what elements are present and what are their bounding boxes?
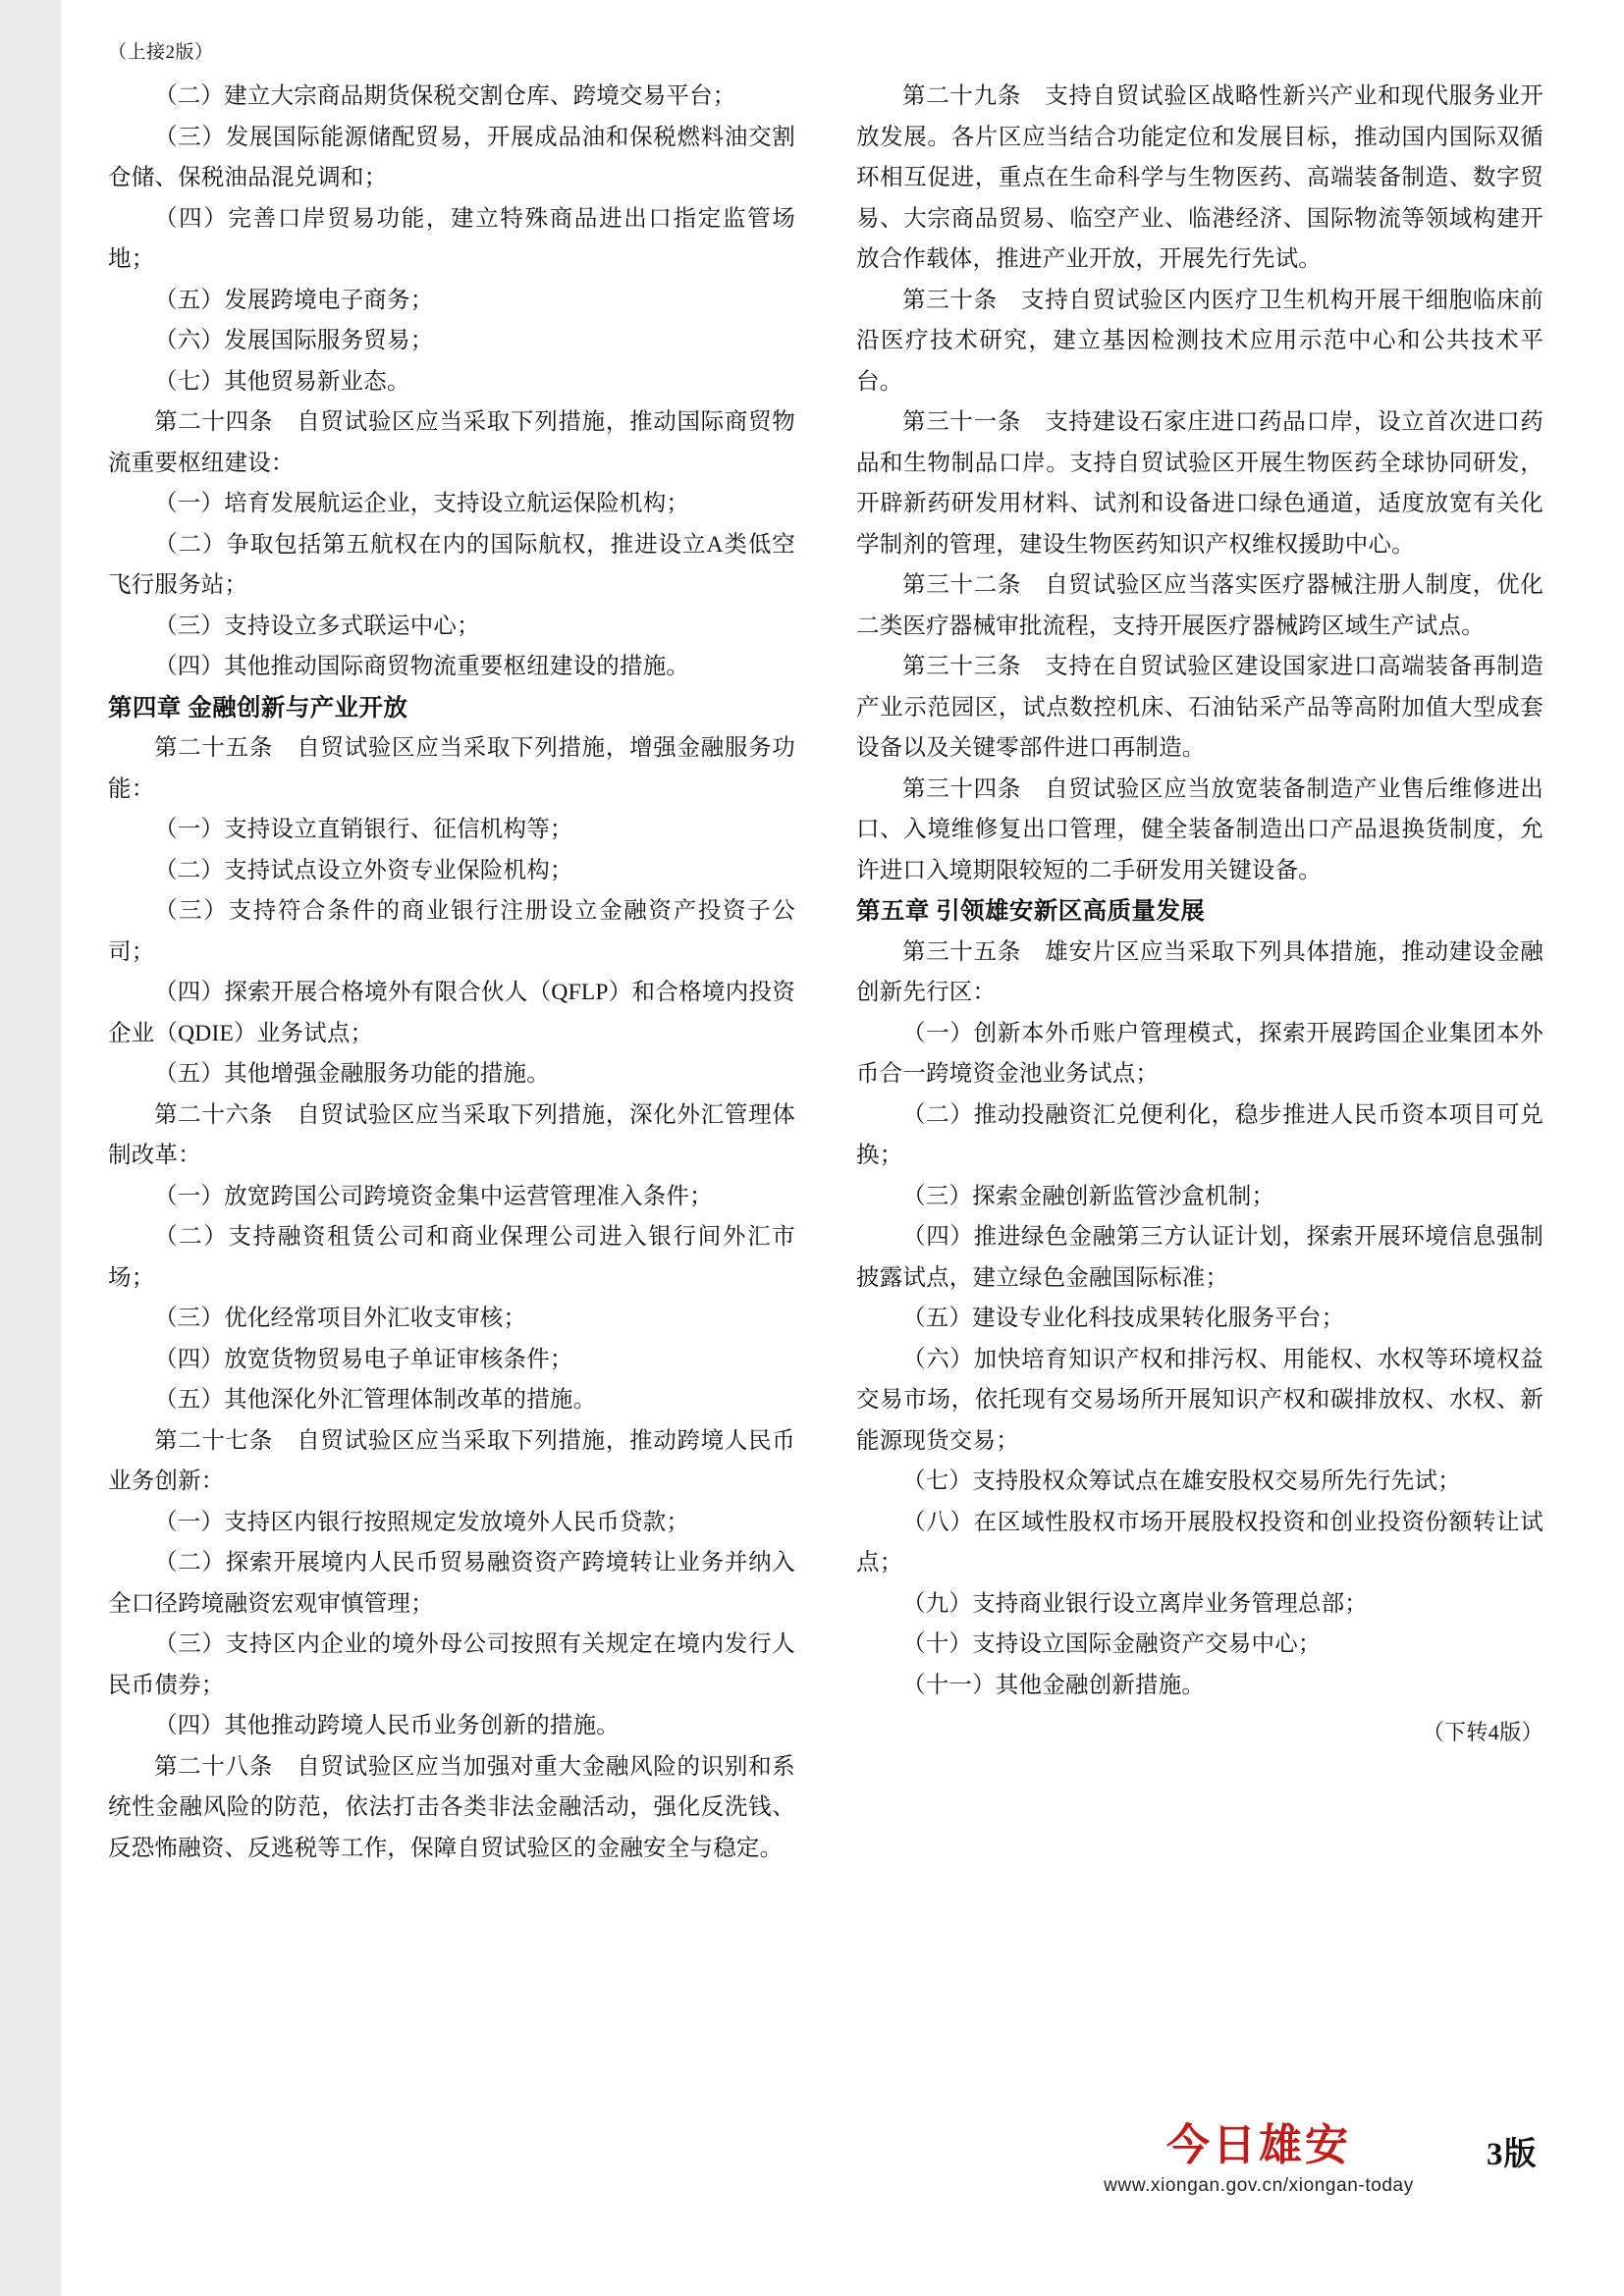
paragraph: （二）建立大宗商品期货保税交割仓库、跨境交易平台； xyxy=(154,83,736,109)
paragraph: （三）发展国际能源储配贸易，开展成品油和保税燃料油交割仓储、保税油品混兑调和； xyxy=(108,124,795,190)
paragraph: 第二十四条 自贸试验区应当采取下列措施，推动国际商贸物流重要枢纽建设： xyxy=(108,409,795,476)
paragraph: （一）支持设立直销银行、征信机构等； xyxy=(154,817,573,842)
paragraph: （四）其他推动跨境人民币业务创新的措施。 xyxy=(154,1713,620,1738)
paragraph: 第三十五条 雄安片区应当采取下列具体措施，推动建设金融创新先行区： xyxy=(856,938,1543,1005)
paragraph: （二）推动投融资汇兑便利化，稳步推进人民币资本项目可兑换； xyxy=(856,1101,1543,1168)
paragraph: （三）支持符合条件的商业银行注册设立金融资产投资子公司； xyxy=(108,898,795,965)
paragraph: （三）支持区内企业的境外母公司按照有关规定在境内发行人民币债券； xyxy=(108,1631,795,1698)
paragraph: （四）放宽货物贸易电子单证审核条件； xyxy=(154,1346,573,1372)
paragraph: 第二十九条 支持自贸试验区战略性新兴产业和现代服务业开放发展。各片区应当结合功能定位和发展目标，推动国内国际双循环相互促进，重点在生命科学与生物医药、高端装备制造、数字贸易、大宗商品贸易、临空产业、临港经济、国际物流等领域构建开放合作载体，推进产业开放，开展先行先试。 xyxy=(856,83,1543,272)
paragraph: （五）发展跨境电子商务； xyxy=(154,287,434,313)
chapter-heading-4: 第四章 金融创新与产业开放 xyxy=(108,694,408,721)
paragraph: 第三十四条 自贸试验区应当放宽装备制造产业售后维修进出口、入境维修复出口管理，健全装备制造出口产品退换货制度，允许进口入境期限较短的二手研发用关键设备。 xyxy=(856,775,1543,883)
paragraph: （七）其他贸易新业态。 xyxy=(154,368,410,395)
paragraph: （三）支持设立多式联运中心； xyxy=(154,613,480,639)
paragraph: （九）支持商业银行设立离岸业务管理总部； xyxy=(902,1590,1368,1617)
continuation-note: （上接2版） xyxy=(108,42,214,63)
paragraph: （二）争取包括第五航权在内的国际航权，推进设立A类低空飞行服务站； xyxy=(108,531,795,598)
paragraph: 第二十七条 自贸试验区应当采取下列措施，推动跨境人民币业务创新： xyxy=(108,1427,795,1494)
page-content xyxy=(61,0,1624,2296)
paragraph: （二）支持试点设立外资专业保险机构； xyxy=(154,857,573,883)
tail-note: （下转4版） xyxy=(1422,1720,1543,1744)
left-column xyxy=(108,77,795,1869)
paragraph: （一）放宽跨国公司跨境资金集中运营管理准入条件； xyxy=(154,1183,713,1209)
paragraph: （一）支持区内银行按照规定发放境外人民币贷款； xyxy=(154,1509,690,1535)
paragraph: （一）创新本外币账户管理模式，探索开展跨国企业集团本外币合一跨境资金池业务试点； xyxy=(856,1020,1543,1087)
paragraph: （三）探索金融创新监管沙盒机制； xyxy=(902,1183,1275,1209)
paragraph: （四）其他推动国际商贸物流重要枢纽建设的措施。 xyxy=(154,654,690,679)
page-number: 3版 xyxy=(1487,2137,1538,2172)
paragraph: 第二十六条 自贸试验区应当采取下列措施，深化外汇管理体制改革： xyxy=(108,1101,795,1168)
two-column-layout xyxy=(61,77,1624,1869)
paragraph: 第二十八条 自贸试验区应当加强对重大金融风险的识别和系统性金融风险的防范，依法打击各类非法金融活动，强化反洗钱、反恐怖融资、反逃税等工作，保障自贸试验区的金融安全与稳定。 xyxy=(108,1753,795,1861)
right-column xyxy=(856,77,1543,1869)
brand-url: www.xiongan.gov.cn/xiongan-today xyxy=(1104,2175,1414,2196)
paragraph: 第三十三条 支持在自贸试验区建设国家进口高端装备再制造产业示范园区，试点数控机床、石油钻采产品等高附加值大型成套设备以及关键零部件进口再制造。 xyxy=(856,654,1543,761)
paragraph: （七）支持股权众筹试点在雄安股权交易所先行先试； xyxy=(902,1468,1461,1494)
paragraph: （一）培育发展航运企业，支持设立航运保险机构； xyxy=(154,491,690,516)
paragraph: （三）优化经常项目外汇收支审核； xyxy=(154,1306,527,1331)
masthead-logo xyxy=(1043,2120,1475,2197)
paragraph: （十）支持设立国际金融资产交易中心； xyxy=(902,1631,1322,1657)
paragraph: 第三十一条 支持建设石家庄进口药品口岸，设立首次进口药品和生物制品口岸。支持自贸试验区开展生物医药全球协同研发，开辟新药研发用材料、试剂和设备进口绿色通道，适度放宽有关化学制剂的管理，建设生物医药知识产权维权援助中心。 xyxy=(856,409,1543,558)
paragraph: （二）支持融资租赁公司和商业保理公司进入银行间外汇市场； xyxy=(108,1224,795,1291)
paragraph: 第三十条 支持自贸试验区内医疗卫生机构开展干细胞临床前沿医疗技术研究，建立基因检测技术应用示范中心和公共技术平台。 xyxy=(856,287,1543,395)
paragraph: （四）推进绿色金融第三方认证计划，探索开展环境信息强制披露试点，建立绿色金融国际标准； xyxy=(856,1224,1543,1291)
paragraph: 第二十五条 自贸试验区应当采取下列措施，增强金融服务功能： xyxy=(108,735,795,802)
left-edge-band xyxy=(0,0,61,2296)
paragraph: （四）探索开展合格境外有限合伙人（QFLP）和合格境内投资企业（QDIE）业务试点； xyxy=(108,980,795,1046)
paragraph: （五）其他深化外汇管理体制改革的措施。 xyxy=(154,1387,597,1413)
paragraph: （八）在区域性股权市场开展股权投资和创业投资份额转让试点； xyxy=(856,1509,1543,1575)
paragraph: （六）发展国际服务贸易； xyxy=(154,328,434,353)
paragraph: （六）加快培育知识产权和排污权、用能权、水权等环境权益交易市场，依托现有交易场所开展知识产权和碳排放权、水权、新能源现货交易； xyxy=(856,1346,1543,1454)
paragraph: （二）探索开展境内人民币贸易融资资产跨境转让业务并纳入全口径跨境融资宏观审慎管理； xyxy=(108,1550,795,1617)
chapter-heading-5: 第五章 引领雄安新区高质量发展 xyxy=(856,898,1206,925)
paragraph: （四）完善口岸贸易功能，建立特殊商品进出口指定监管场地； xyxy=(108,205,795,272)
paragraph: （五）建设专业化科技成果转化服务平台； xyxy=(902,1306,1345,1331)
paragraph: （五）其他增强金融服务功能的措施。 xyxy=(154,1061,550,1087)
paragraph: 第三十二条 自贸试验区应当落实医疗器械注册人制度，优化二类医疗器械审批流程，支持开展医疗器械跨区域生产试点。 xyxy=(856,572,1543,639)
paragraph: （十一）其他金融创新措施。 xyxy=(902,1672,1206,1698)
brand-name: 今日雄安 xyxy=(1166,2121,1351,2169)
page-footer xyxy=(61,2120,1624,2238)
